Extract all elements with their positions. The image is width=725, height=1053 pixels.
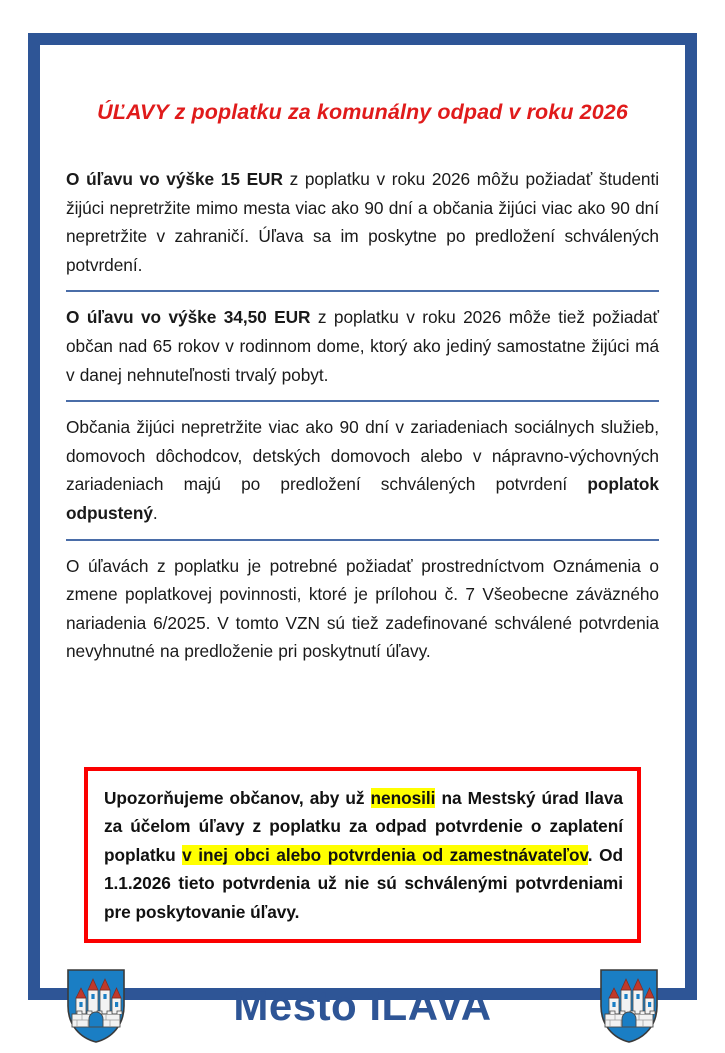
- paragraph-text-discount-34-50-eur: z poplatku v roku 2026 môže tiež požiadať občan nad 65 rokov v rodinnom dome, ktorý ako jediný samostatne žijúci má v danej nehnuteľnosti trvalý pobyt.: [66, 307, 659, 385]
- lead-in-discount-15-eur: O úľavu vo výške 15 EUR: [66, 169, 283, 189]
- warning-segment-2: na Mestský úrad Ilava za účelom úľavy z poplatku za odpad potvrdenie o zaplatení poplatku: [104, 788, 623, 865]
- paragraph-text-social-facilities-pre: Občania žijúci nepretržite viac ako 90 dní v zariadeniach sociálnych služieb, domovoch dôchodcov, detských domovoch alebo v nápravno-výchovných zariadeniach majú po predložení schválených potvrdení: [66, 417, 659, 495]
- warning-highlight-ina-obec-zamestnavatel: v inej obci alebo potvrdenia od zamestnávateľov: [182, 844, 588, 865]
- poster-footer: [66, 958, 659, 1053]
- paragraph-text-social-facilities-post: .: [152, 502, 158, 523]
- section-divider-3: [66, 539, 659, 541]
- warning-segment-1: Upozorňujeme občanov, aby už: [104, 788, 371, 808]
- warning-notice-text: [104, 784, 623, 926]
- warning-notice-box: [84, 767, 641, 943]
- city-name-label: Mesto ILAVA: [233, 981, 492, 1029]
- section-divider-2: [66, 400, 659, 402]
- paragraph-discount-15-eur: [66, 165, 659, 279]
- paragraph-discount-34-50-eur: [66, 303, 659, 389]
- warning-segment-3: . Od 1.1.2026 tieto potvrdenia už nie sú schválenými potvrdeniami pre poskytovanie úľavy.: [104, 844, 623, 922]
- coat-of-arms-ilava-right: [599, 968, 659, 1044]
- poster-frame: [28, 33, 697, 1029]
- page-title: ÚĽAVY z poplatku za komunálny odpad v roku 2026: [97, 100, 628, 124]
- emphasis-poplatok-odpusteny: poplatok odpustený: [66, 474, 659, 523]
- lead-in-discount-34-50-eur: O úľavu vo výške 34,50 EUR: [66, 307, 311, 328]
- discounts-body: [66, 165, 659, 666]
- section-divider-1: [66, 290, 659, 292]
- coat-of-arms-ilava-left: [66, 968, 126, 1044]
- paragraph-social-facilities-exemption: [66, 413, 659, 527]
- paragraph-application-procedure: O úľavách z poplatku je potrebné požiadať prostredníctvom Oznámenia o zmene poplatkovej povinnosti, ktoré je prílohou č. 7 Všeobecne záväzného nariadenia 6/2025. V tomto VZN sú tiež zadefinované schválené potvrdenia nevyhnutné na predloženie pri poskytnutí úľavy.: [66, 555, 659, 662]
- warning-highlight-nenosili: nenosili: [370, 788, 436, 808]
- poster-content: [40, 100, 685, 1043]
- paragraph-text-discount-15-eur: z poplatku v roku 2026 môžu požiadať študenti žijúci nepretržite mimo mesta viac ako 90 dní a občania žijúci viac ako 90 dní nepretržite v zahraničí. Úľava sa im poskytne po predložení schválených potvrdení.: [66, 169, 659, 275]
